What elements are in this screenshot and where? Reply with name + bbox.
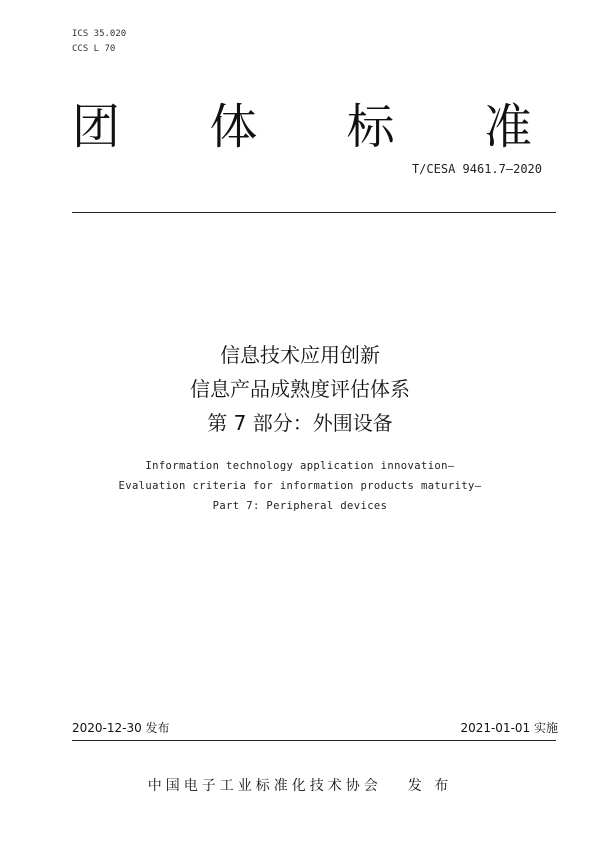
standard-type-char: 标 — [346, 99, 395, 155]
standard-type-char: 团 — [72, 99, 121, 155]
issue-date: 2020-12-30 发布 — [72, 721, 170, 735]
effective-date: 2021-01-01 实施 — [460, 721, 558, 735]
ccs-code: CCS L 70 — [72, 44, 116, 54]
title-zh-line3: 第 7 部分：外围设备 — [207, 411, 393, 435]
issuer-line — [0, 775, 600, 795]
issuer-name: 中国电子工业标准化技术协会 — [147, 778, 382, 794]
title-en-line2: Evaluation criteria for information products maturity— — [118, 480, 482, 492]
standard-number: T/CESA 9461.7—2020 — [411, 162, 542, 176]
title-zh-line1: 信息技术应用创新 — [220, 343, 380, 367]
title-en-line3: Part 7: Peripheral devices — [212, 500, 388, 512]
issuer-action: 发 布 — [407, 778, 453, 794]
top-divider — [72, 212, 556, 213]
standard-type-heading — [72, 88, 532, 157]
classification-codes — [72, 27, 126, 57]
standard-type-char: 准 — [483, 99, 532, 155]
ics-code: ICS 35.020 — [72, 29, 127, 39]
bottom-divider — [72, 740, 556, 741]
title-en-line1: Information technology application innovation— — [145, 460, 455, 472]
title-zh-line2: 信息产品成熟度评估体系 — [190, 377, 410, 401]
standard-type-char: 体 — [209, 99, 258, 155]
